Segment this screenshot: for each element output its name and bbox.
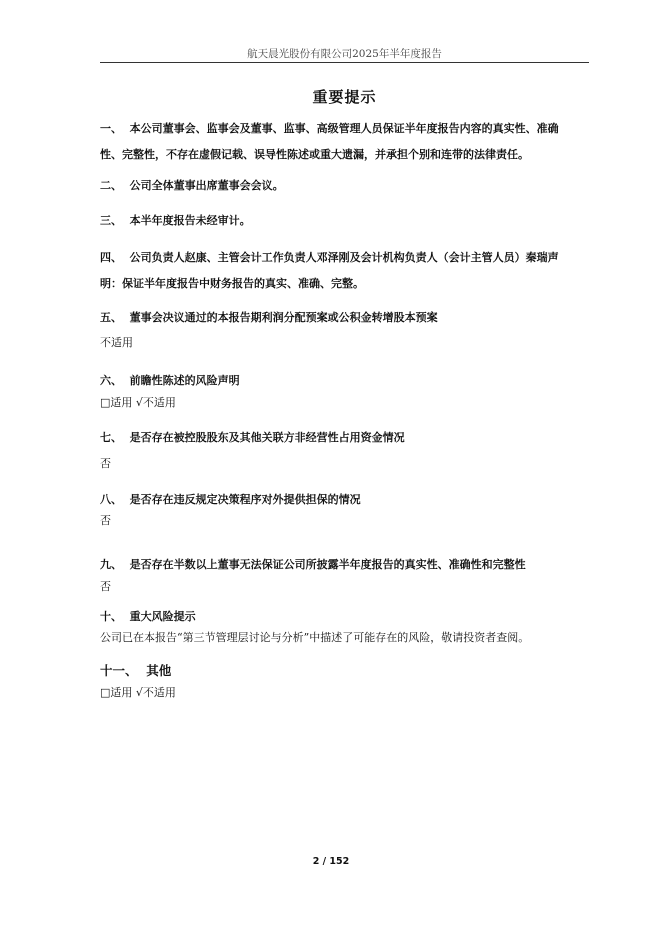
notice-item-5	[100, 305, 590, 331]
item-number: 三、	[100, 214, 122, 227]
item-6-answer: □适用 √不适用	[100, 396, 176, 409]
page-header: 航天晨光股份有限公司2025年半年度报告	[247, 48, 442, 60]
notice-item-1	[100, 116, 590, 168]
item-text: 其他	[146, 663, 172, 678]
item-number: 六、	[100, 374, 122, 387]
item-text: 公司负责人赵康、主管会计工作负责人邓泽刚及会计机构负责人（会计主管人员）秦瑞声	[129, 251, 559, 264]
item-number: 一、	[100, 122, 122, 135]
item-number: 九、	[100, 558, 122, 571]
item-number: 八、	[100, 493, 122, 506]
item-number: 十一、	[100, 663, 138, 678]
item-11-answer: □适用 √不适用	[100, 686, 176, 699]
notice-item-3	[100, 208, 590, 234]
item-text: 前瞻性陈述的风险声明	[129, 374, 240, 387]
header-divider	[100, 62, 589, 63]
item-number: 四、	[100, 251, 122, 264]
item-text-continued: 性、完整性，不存在虚假记载、误导性陈述或重大遗漏，并承担个别和连带的法律责任。	[100, 148, 529, 161]
notice-item-10	[100, 604, 590, 630]
notice-item-9	[100, 552, 590, 578]
item-5-answer: 不适用	[100, 336, 133, 349]
notice-item-8	[100, 487, 590, 513]
item-8-answer: 否	[100, 514, 111, 527]
notice-item-7	[100, 425, 590, 451]
item-text: 公司全体董事出席董事会会议。	[129, 179, 284, 192]
item-text-continued: 明：保证半年度报告中财务报告的真实、准确、完整。	[100, 277, 364, 290]
item-number: 十、	[100, 610, 122, 623]
item-text: 是否存在半数以上董事无法保证公司所披露半年度报告的真实性、准确性和完整性	[129, 558, 526, 571]
item-9-answer: 否	[100, 580, 111, 593]
item-text: 重大风险提示	[129, 610, 196, 623]
notice-item-6	[100, 368, 590, 394]
item-10-answer: 公司已在本报告“第三节管理层讨论与分析”中描述了可能存在的风险，敬请投资者查阅。	[100, 631, 530, 644]
item-text: 是否存在被控股股东及其他关联方非经营性占用资金情况	[129, 431, 405, 444]
item-7-answer: 否	[100, 457, 111, 470]
item-text: 本半年度报告未经审计。	[129, 214, 251, 227]
notice-item-4	[100, 245, 590, 297]
item-text: 本公司董事会、监事会及董事、监事、高级管理人员保证半年度报告内容的真实性、准确	[129, 122, 559, 135]
page-number: 2 / 152	[312, 856, 350, 867]
page-title: 重要提示	[312, 88, 377, 106]
item-number: 二、	[100, 179, 122, 192]
item-number: 五、	[100, 311, 122, 324]
item-text: 董事会决议通过的本报告期利润分配预案或公积金转增股本预案	[129, 311, 438, 324]
notice-item-2	[100, 173, 590, 199]
item-number: 七、	[100, 431, 122, 444]
item-text: 是否存在违反规定决策程序对外提供担保的情况	[129, 493, 361, 506]
notice-item-11	[100, 658, 590, 684]
